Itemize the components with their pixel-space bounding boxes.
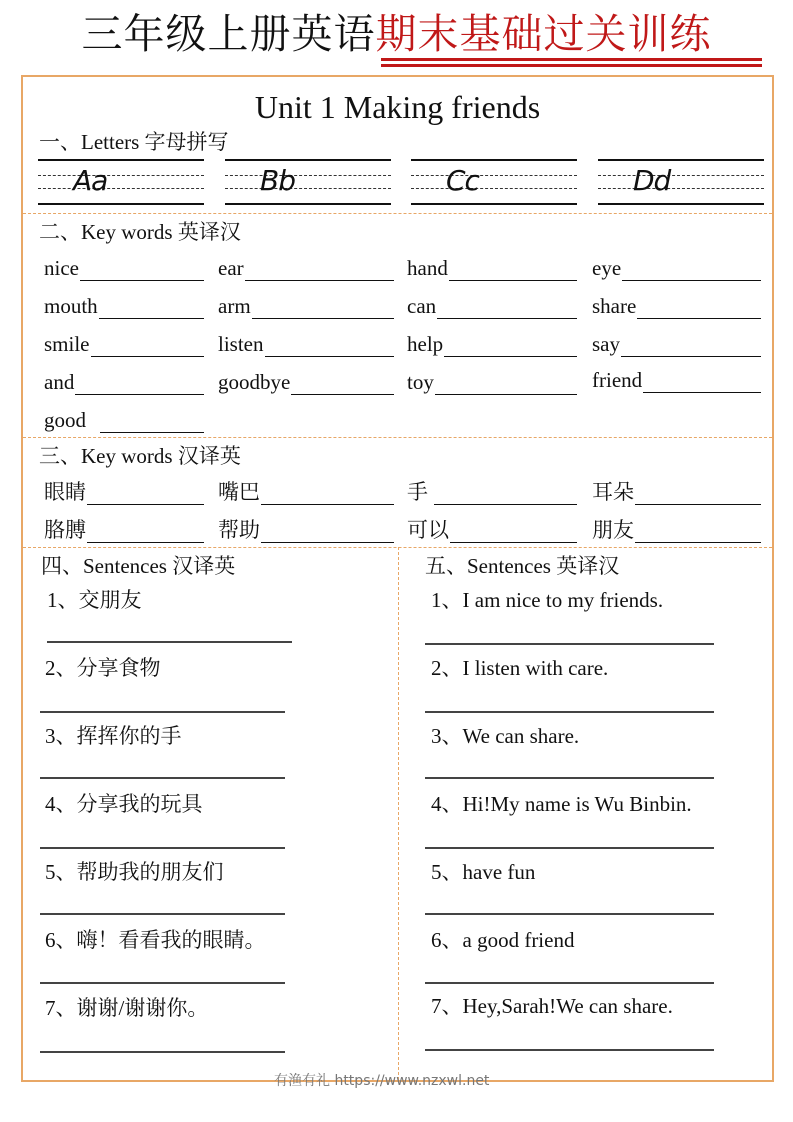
letter-writing-box-bb[interactable] bbox=[225, 159, 391, 205]
word-blank-item[interactable] bbox=[44, 479, 204, 505]
answer-line[interactable] bbox=[425, 643, 714, 645]
word-blank-item[interactable] bbox=[592, 517, 761, 543]
sentence-prompt: 5、帮助我的朋友们 bbox=[45, 860, 224, 884]
letter-writing-box-dd[interactable] bbox=[598, 159, 764, 205]
word-blank-item[interactable] bbox=[44, 255, 204, 281]
section-letters-heading: 一、Letters 字母拼写 bbox=[39, 130, 229, 154]
answer-blank[interactable] bbox=[435, 374, 577, 395]
word-blank-item[interactable] bbox=[218, 331, 394, 357]
answer-blank[interactable] bbox=[635, 484, 761, 505]
answer-blank[interactable] bbox=[621, 336, 761, 357]
word-blank-item[interactable] bbox=[407, 331, 577, 357]
letter-writing-box-cc[interactable] bbox=[411, 159, 577, 205]
word-label: 嘴巴 bbox=[218, 480, 260, 504]
word-blank-item[interactable] bbox=[407, 369, 577, 395]
answer-line[interactable] bbox=[40, 913, 285, 915]
answer-line[interactable] bbox=[425, 777, 714, 779]
answer-blank[interactable] bbox=[261, 484, 394, 505]
word-label: eye bbox=[592, 256, 622, 280]
word-label: good bbox=[44, 408, 86, 432]
answer-blank[interactable] bbox=[643, 372, 761, 393]
word-label: 胳膊 bbox=[44, 518, 86, 542]
letter-glyph: Bb bbox=[260, 164, 295, 197]
sentence-prompt: 3、挥挥你的手 bbox=[45, 724, 182, 748]
title-underline-1 bbox=[381, 58, 762, 61]
word-blank-item[interactable] bbox=[44, 517, 204, 543]
title-grade-part: 三年级上册英语 bbox=[81, 10, 376, 58]
word-blank-item[interactable] bbox=[592, 255, 761, 281]
letter-writing-box-aa[interactable] bbox=[38, 159, 204, 205]
answer-line[interactable] bbox=[40, 982, 285, 984]
word-label: goodbye bbox=[218, 370, 291, 394]
answer-blank[interactable] bbox=[99, 298, 204, 319]
word-blank-item[interactable] bbox=[218, 255, 394, 281]
word-blank-item[interactable] bbox=[592, 293, 761, 319]
answer-blank[interactable] bbox=[252, 298, 394, 319]
word-label: toy bbox=[407, 370, 434, 394]
word-label: 朋友 bbox=[592, 518, 634, 542]
letter-glyph: Cc bbox=[446, 164, 479, 197]
letter-glyph: Aa bbox=[73, 164, 108, 197]
word-blank-item[interactable] bbox=[592, 367, 761, 393]
answer-blank[interactable] bbox=[245, 260, 394, 281]
word-label: can bbox=[407, 294, 437, 318]
sentence-prompt: 7、Hey,Sarah!We can share. bbox=[431, 994, 673, 1018]
word-blank-item[interactable] bbox=[592, 479, 761, 505]
answer-blank[interactable] bbox=[622, 260, 761, 281]
answer-blank[interactable] bbox=[100, 412, 204, 433]
answer-line[interactable] bbox=[425, 711, 714, 713]
word-label: 帮助 bbox=[218, 518, 260, 542]
sentence-prompt: 6、嗨！看看我的眼睛。 bbox=[45, 928, 266, 952]
sentence-prompt: 1、交朋友 bbox=[47, 588, 142, 612]
answer-blank[interactable] bbox=[87, 484, 204, 505]
word-blank-item[interactable] bbox=[218, 369, 394, 395]
answer-blank[interactable] bbox=[434, 484, 577, 505]
sentence-prompt: 5、have fun bbox=[431, 860, 536, 884]
sentence-prompt: 3、We can share. bbox=[431, 724, 580, 748]
word-label: 耳朵 bbox=[592, 480, 634, 504]
answer-blank[interactable] bbox=[91, 336, 205, 357]
word-label: 可以 bbox=[407, 518, 449, 542]
word-label: ear bbox=[218, 256, 244, 280]
sentence-prompt: 2、分享食物 bbox=[45, 656, 161, 680]
sentence-prompt: 4、分享我的玩具 bbox=[45, 792, 203, 816]
answer-blank[interactable] bbox=[450, 522, 577, 543]
word-label: and bbox=[44, 370, 75, 394]
answer-line[interactable] bbox=[40, 777, 285, 779]
word-label: arm bbox=[218, 294, 251, 318]
letter-glyph: Dd bbox=[633, 164, 671, 197]
word-label: 手 bbox=[407, 480, 428, 504]
word-label: help bbox=[407, 332, 444, 356]
answer-line[interactable] bbox=[425, 1049, 714, 1051]
answer-line[interactable] bbox=[425, 913, 714, 915]
word-blank-item[interactable] bbox=[44, 407, 204, 433]
word-blank-item[interactable] bbox=[218, 479, 394, 505]
answer-line[interactable] bbox=[47, 641, 292, 643]
word-blank-item[interactable] bbox=[407, 517, 577, 543]
word-label: share bbox=[592, 294, 637, 318]
answer-blank[interactable] bbox=[265, 336, 395, 357]
word-blank-item[interactable] bbox=[44, 369, 204, 395]
sentence-prompt: 7、谢谢/谢谢你。 bbox=[45, 996, 209, 1020]
section-cn-en-sentences-heading: 四、Sentences 汉译英 bbox=[41, 554, 236, 578]
word-blank-item[interactable] bbox=[44, 293, 204, 319]
word-blank-item[interactable] bbox=[218, 517, 394, 543]
answer-blank[interactable] bbox=[637, 298, 761, 319]
section-divider bbox=[23, 213, 772, 214]
worksheet-frame bbox=[21, 75, 774, 1082]
word-label: hand bbox=[407, 256, 448, 280]
word-blank-item[interactable] bbox=[44, 331, 204, 357]
sentence-prompt: 4、Hi!My name is Wu Binbin. bbox=[431, 792, 692, 816]
answer-line[interactable] bbox=[40, 1051, 285, 1053]
word-label: mouth bbox=[44, 294, 98, 318]
sentence-prompt: 6、a good friend bbox=[431, 928, 575, 952]
word-label: say bbox=[592, 332, 620, 356]
word-label: 眼睛 bbox=[44, 480, 86, 504]
section-en-cn-words-heading: 二、Key words 英译汉 bbox=[39, 220, 241, 244]
word-label: listen bbox=[218, 332, 264, 356]
title-exam-part: 期末基础过关训练 bbox=[375, 10, 712, 58]
word-label: nice bbox=[44, 256, 79, 280]
section-divider bbox=[23, 437, 772, 438]
sentence-prompt: 2、I listen with care. bbox=[431, 656, 609, 680]
answer-blank[interactable] bbox=[444, 336, 577, 357]
answer-line[interactable] bbox=[425, 982, 714, 984]
answer-blank[interactable] bbox=[291, 374, 394, 395]
answer-blank[interactable] bbox=[75, 374, 204, 395]
answer-blank[interactable] bbox=[87, 522, 204, 543]
section-cn-en-words-heading: 三、Key words 汉译英 bbox=[39, 444, 241, 468]
word-blank-item[interactable] bbox=[407, 293, 577, 319]
answer-line[interactable] bbox=[425, 847, 714, 849]
column-divider bbox=[398, 547, 399, 1080]
word-blank-item[interactable] bbox=[218, 293, 394, 319]
title-underline-2 bbox=[381, 64, 762, 67]
word-label: smile bbox=[44, 332, 90, 356]
sentence-prompt: 1、I am nice to my friends. bbox=[431, 588, 664, 612]
answer-line[interactable] bbox=[40, 847, 285, 849]
worksheet-title bbox=[0, 6, 793, 62]
answer-blank[interactable] bbox=[80, 260, 204, 281]
answer-line[interactable] bbox=[40, 711, 285, 713]
word-blank-item[interactable] bbox=[592, 331, 761, 357]
answer-blank[interactable] bbox=[449, 260, 577, 281]
watermark-text: 有渔有礼 https://www.nzxwl.net bbox=[274, 1073, 490, 1089]
word-label: friend bbox=[592, 368, 643, 392]
answer-blank[interactable] bbox=[635, 522, 761, 543]
word-blank-item[interactable] bbox=[407, 255, 577, 281]
answer-blank[interactable] bbox=[437, 298, 577, 319]
unit-title: Unit 1 Making friends bbox=[254, 89, 541, 125]
word-blank-item[interactable] bbox=[407, 479, 577, 505]
answer-blank[interactable] bbox=[261, 522, 394, 543]
section-en-cn-sentences-heading: 五、Sentences 英译汉 bbox=[425, 554, 620, 578]
